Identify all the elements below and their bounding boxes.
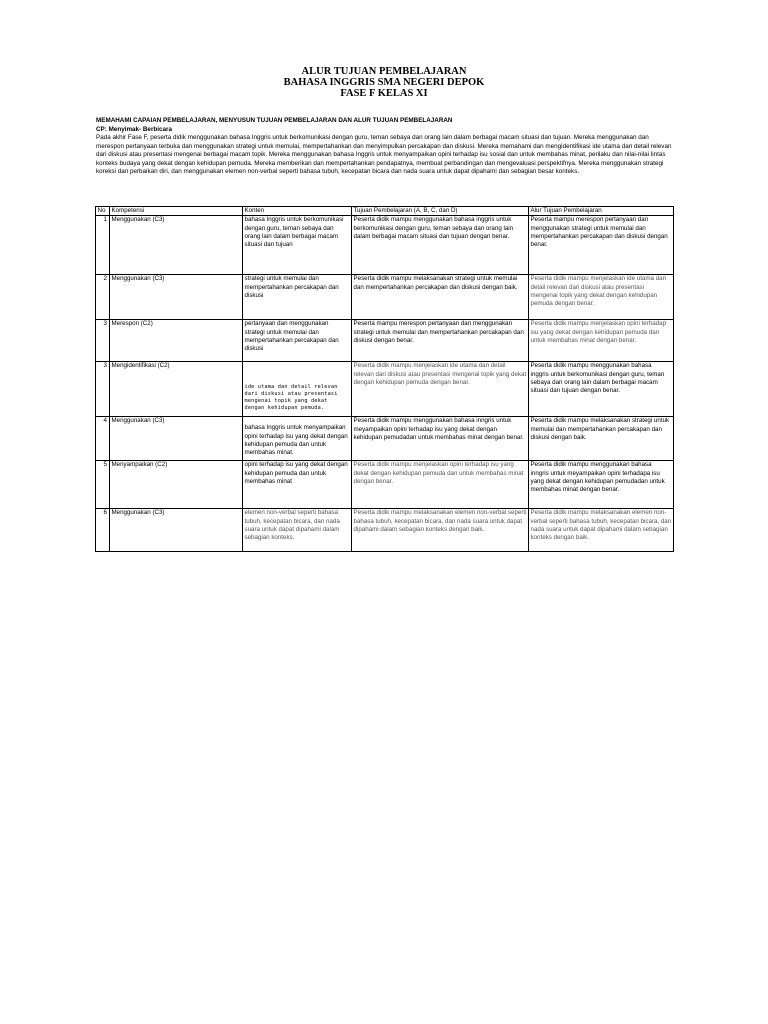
cell-tujuan: Peserta mampu merespon pertanyaan dan menggunakan strategi untuk memulai dan mempertahankan percakapan dan diskusi dengan benar. [352,320,529,362]
cell-kompetensi: Menggunakan (C3) [110,216,243,275]
cell-alur: Peserta didik mampu menggunakan bahasa inngris untuk meyampaikan opini terhadapa isu yang dekat dengan kehidupan pemudadan untuk membahas minat dengan benar. [529,461,674,509]
cell-kompetensi: Menggunakan (C3) [110,275,243,320]
cell-konten: pertanyaan dan menggunakan strategi untuk memulai dan mempertahankan percakapan dan diskusi [243,320,352,362]
cell-konten: bahasa Inggris untuk menyampaikan opini terhadap isu yang dekat dengan kehidupan pemuda dan untuk membahas minat. [244,424,348,457]
cell-alur: Peserta didik mampu menjelaskan ide utama dan detail relevan dari diskusi atau presentasi mengenai topik yang dekat dengan kehidupan pemuda dengan benar. [529,275,674,320]
cell-kompetensi: Menyampaikan (C2) [110,461,243,509]
table-row [96,275,674,320]
title-line-2: BAHASA INGGRIS SMA NEGERI DEPOK [283,77,485,88]
cell-konten: strategi untuk memulai dan mempertahankan percakapan dan diskusi [243,275,352,320]
cell-kompetensi: Menggunakan (C3) [110,509,243,552]
header-tujuan: Tujuan Pembelajaran (A, B, C, dan D) [352,207,529,216]
cell-no: 6 [96,509,110,552]
header-alur: Alur Tujuan Pembelajaran [529,207,674,216]
cell-no: 4 [96,417,110,461]
cell-no: 3 [96,362,110,417]
header-no: No [96,207,110,216]
table-row [96,417,674,461]
title-line-3: FASE F KELAS XI [340,88,428,99]
atp-table [95,206,674,552]
cell-tujuan: Peserta didik mampu melaksanakan strategi untuk memulai dan mempertahankan percakapan dan diskusi dengan baik. [352,275,529,320]
table-row [96,509,674,552]
cell-alur: Peserta didik mampu melaksanakan elemen non-verbal seperti bahasa tubuh, kecepatan bicara, dan nada suara untuk dapat dipahami dalam sebagian konteks dengan baik. [529,509,674,552]
intro-heading: MEMAHAMI CAPAIAN PEMBELAJARAN, MENYUSUN TUJUAN PEMBELAJARAN DAN ALUR TUJUAN PEMBELAJARAN [96,117,453,124]
cell-konten: ide utama dan detail relevan dari diskusi atau presentasi mengenai topik yang dekat dengan kehidupan pemuda. [244,384,338,411]
cell-konten-wrap [243,362,352,417]
cell-alur: Peserta didik mampu melaksanakan strategi untuk memulai dan mempertahankan percakapan dan diskusi dengan baik. [529,417,674,461]
cp-body: Pada akhir Fase F, peserta didik menggunakan bahasa Inggris untuk berkomunikasi dengan guru, teman sebaya dan orang lain dalam berbagai macam situasi dan tujuan. Mereka menggunakan dan merespon pertanyaan terbuka dan menggunakan strategi untuk memulai, mempertahankan dan menyimpulkan percakapan dan diskusi. Mereka memahami dan mengidentifikasi ide utama dan detail relevan dari diskusi atau presentasi mengenai berbagai macam topik. Mereka menggunakan bahasa Inggris untuk menyampaikan opini terhadap isu sosial dan untuk membahas minat, perilaku dan nilai-nilai lintas konteks budaya yang dekat dengan kehidupan pemuda. Mereka memberikan dan mempertahankan pendapatnya, membuat perbandingan dan mengevaluasi perspektifnya. Mereka menggunakan strategi koreksi dan perbaikan diri, dan menggunakan elemen non-verbal seperti bahasa tubuh, kecepatan bicara dan nada suara untuk dapat dipahami dan sebagian besar konteks. [96,134,672,175]
cell-alur: Peserta didik mampu menjelaskan opini terhadap isu yang dekat dengan kehidupan pemuda dan untuk membahas minat dengan benar. [529,320,674,362]
table-row [96,461,674,509]
intro-section [96,117,676,177]
cell-tujuan: Peserta didik mampu menjelaskan ide utama dan detail relevan dari diskusi atau presentasi mengenai topik yang dekat dengan kehidupan pemuda dengan benar. [352,362,529,417]
cell-no: 5 [96,461,110,509]
cell-tujuan: Peserta didik mampu menjelaskan opini terhadap isu yang dekat dengan kehidupan pemuda dan untuk membahas minat dengan benar. [352,461,529,509]
document-title [0,66,768,99]
cell-no: 2 [96,275,110,320]
cell-kompetensi: Merespon (C2) [110,320,243,362]
cell-alur: Peserta mampu merespon pertanyaan dan menggunakan strategi untuk memulai dan mempertahankan percakapan dan diskusi dengan benar. [529,216,674,275]
cell-kompetensi: Mengidentifikasi (C2) [110,362,243,417]
cell-tujuan: Peserta didik mampu menggunakan bahasa inggris untuk berkomunikasi dengan guru, teman sebaya dan orang lain dalam berbagai macam situasi dan tujuan dengan benar. [352,216,529,275]
cell-kompetensi: Menggunakan (C3) [110,417,243,461]
title-line-1: ALUR TUJUAN PEMBELAJARAN [301,66,467,77]
cp-label: CP: Menyimak- Berbicara [96,125,172,133]
cell-alur: Peserta didik mampu menggunakan bahasa inggris untuk berkomunikasi dengan guru, teman sebaya dan orang lain dalam berbagai macam situasi dan tujuan dengan benar. [529,362,674,417]
cell-konten: opini terhadap isu yang dekat dengan kehidupan pemuda dan untuk membahas minat [243,461,352,509]
cell-tujuan: Peserta didik mampu melaksanakan elemen non-verbal seperti bahasa tubuh, kecepatan bicara, dan nada suara untuk dapat dipahami dalam sebagian konteks dengan baik. [352,509,529,552]
cell-konten: elemen non-verbal seperti bahasa tubuh, kecepatan bicara, dan nada suara untuk dapat dipahami dalam sebagian konteks. [243,509,352,552]
cell-konten-wrap [243,417,352,461]
header-konten: Konten [243,207,352,216]
table-row [96,216,674,275]
table-header-row [96,207,674,216]
cell-konten: bahasa Inggris untuk berkomunikasi dengan guru, teman sebaya dan orang lain dalam berbagai macam situasi dan tujuan [243,216,352,275]
header-kompetensi: Kompetensi [110,207,243,216]
cell-no: 1 [96,216,110,275]
table-row [96,320,674,362]
cell-tujuan: Peserta didik mampu menggunakan bahasa inngris untuk meyampaikan opini terhadap isu yang dekat dengan kehidupan pemudadan untuk membahas minat dengan benar. [352,417,529,461]
table-row [96,362,674,417]
cell-no: 3 [96,320,110,362]
